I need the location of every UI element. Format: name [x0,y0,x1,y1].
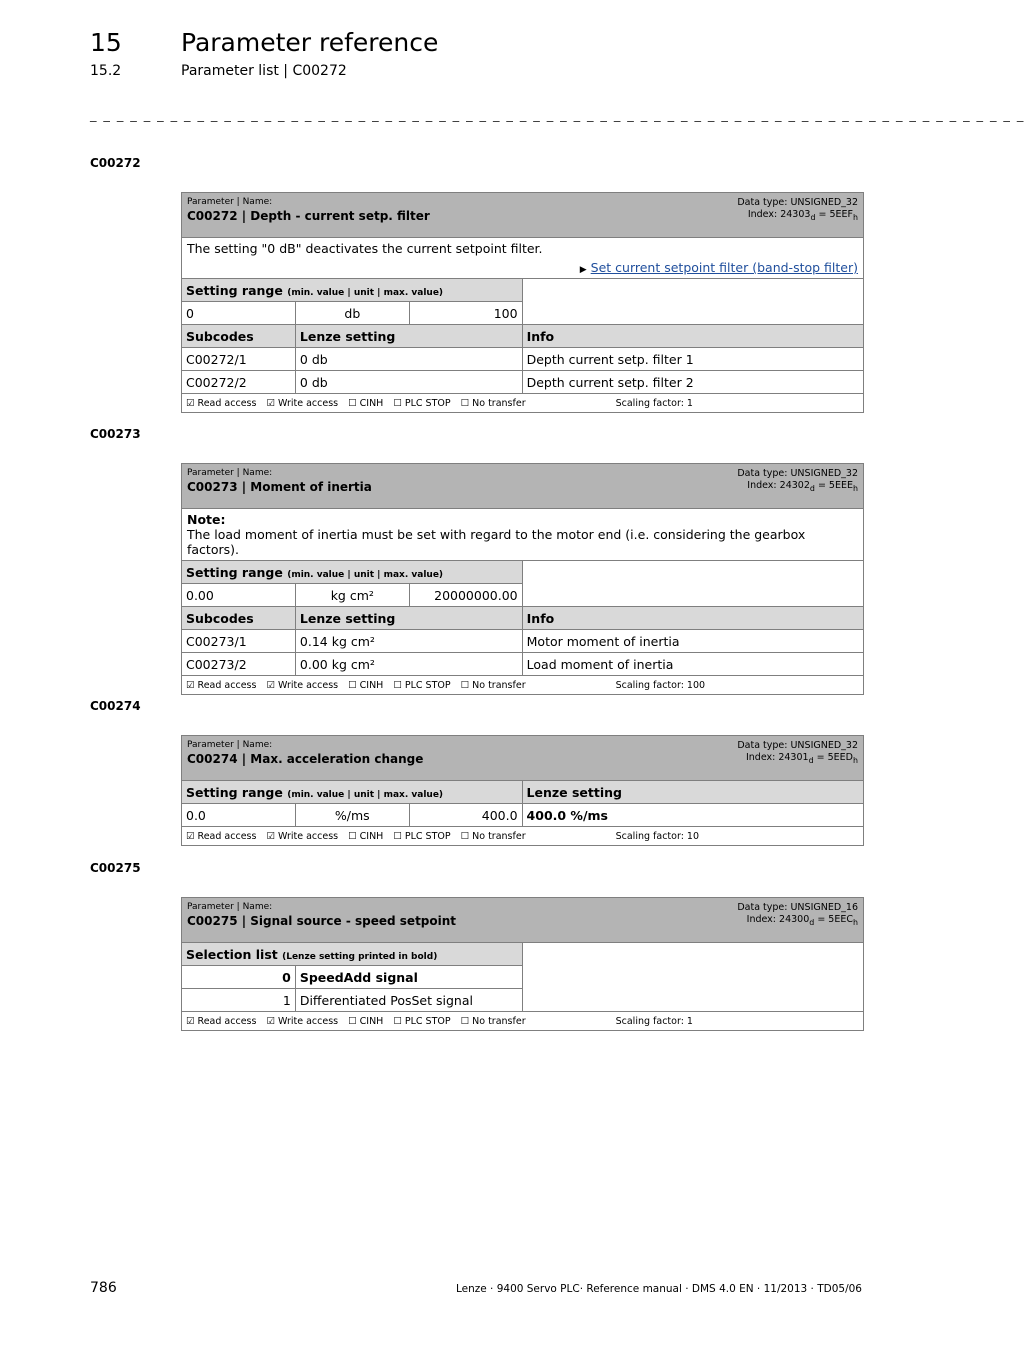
c00272-table [181,192,864,413]
scaling-factor: Scaling factor: 1 [615,1015,693,1027]
range-min: 0.0 [182,804,296,827]
c00272-meta [737,197,858,224]
range-max: 20000000.00 [409,584,522,607]
c00273-meta: Data type: UNSIGNED_32 Index: $24302_d = 5EEE_h$ [737,468,858,493]
subcode: C00273/2 [182,653,296,676]
selection-list-header: Selection list (Lenze setting printed in bold) [182,943,523,966]
setting-range-header: Setting range (min. value | unit | max. value) [182,781,523,804]
range-min: 0.00 [182,584,296,607]
c00272-heading: C00272 [90,156,141,170]
index-sub-d: d [810,212,816,222]
scaling-factor: Scaling factor: 10 [615,830,700,842]
filter-link[interactable]: Set current setpoint filter (band-stop filter) [590,260,858,275]
range-unit: %/ms [295,804,409,827]
lenze-setting-header: Lenze setting [295,607,522,630]
c00274-table [181,735,864,846]
c00275-name: C00275 | Signal source - speed setpoint [187,914,457,928]
c00272-description-cell [182,238,864,279]
option-value: 0 [182,966,296,989]
c00273-heading: C00273 [90,427,141,441]
lenze-setting: 0 db [295,348,522,371]
index-sub-h: h [852,212,858,222]
info: Motor moment of inertia [522,630,863,653]
c00275-header [182,898,864,943]
table-row [182,348,864,371]
info: Depth current setp. filter 1 [522,348,863,371]
table-row [182,371,864,394]
empty-cell [522,943,863,1012]
param-name-label: Parameter | Name: [187,197,273,207]
c00272-description: The setting "0 dB" deactivates the current setpoint filter. [187,241,543,256]
subcode: C00272/1 [182,348,296,371]
c00273-name: C00273 | Moment of inertia [187,480,372,494]
range-max: 100 [409,302,522,325]
access-flags: ☑ Read access ☑ Write access ☐ CINH ☐ PLC STOP ☐ No transfer Scaling factor: 1 [182,1012,864,1031]
lenze-setting: 0.00 kg cm² [295,653,522,676]
lenze-setting-header: Lenze setting [295,325,522,348]
c00272-header [182,193,864,238]
access-flags: ☑ Read access ☑ Write access ☐ CINH ☐ PLC STOP ☐ No transfer Scaling factor: 100 [182,676,864,695]
setting-range-header: Setting range (min. value | unit | max. value) [182,279,523,302]
section-title: Parameter list | C00272 [181,63,347,79]
c00273-header [182,464,864,509]
c00275-heading: C00275 [90,861,141,875]
table-row [182,653,864,676]
param-name-label: Parameter | Name: [187,902,273,912]
data-type: Data type: UNSIGNED_32 [737,197,858,208]
footer-text: Lenze · 9400 Servo PLC· Reference manual · DMS 4.0 EN · 11/2013 · TD05/06 [455,1283,862,1295]
access-flags: ☑ Read access ☑ Write access ☐ CINH ☐ PLC STOP ☐ No transfer Scaling factor: 10 [182,827,864,846]
param-name-label: Parameter | Name: [187,740,273,750]
empty-cell [522,279,863,325]
range-unit: kg cm² [295,584,409,607]
subcodes-header: Subcodes [182,607,296,630]
index: Index: 24303 [747,209,811,220]
option-value: 1 [182,989,296,1012]
c00272-name: C00272 | Depth - current setp. filter [187,209,430,223]
info: Load moment of inertia [522,653,863,676]
c00274-heading: C00274 [90,699,141,713]
scaling-factor: Scaling factor: 100 [615,679,706,691]
empty-cell [522,561,863,607]
lenze-setting: 0.14 kg cm² [295,630,522,653]
section-number: 15.2 [90,63,122,79]
info-header: Info [522,607,863,630]
subcode: C00272/2 [182,371,296,394]
lenze-setting-value: 400.0 %/ms [522,804,863,827]
info: Depth current setp. filter 2 [522,371,863,394]
note-label: Note: [187,512,226,527]
range-unit: db [295,302,409,325]
info-header: Info [522,325,863,348]
note-text: The load moment of inertia must be set with regard to the motor end (i.e. considering the gearbox factors). [187,527,806,557]
table-row [182,630,864,653]
index-hex: = 5EEF [815,209,853,220]
chapter-number: 15 [90,28,122,57]
access-flags: ☑ Read access ☑ Write access ☐ CINH ☐ PLC STOP ☐ No transfer Scaling factor: 1 [182,394,864,413]
page-number: 786 [90,1280,117,1296]
range-max: 400.0 [409,804,522,827]
chapter-title: Parameter reference [181,28,439,57]
arrow-right-icon: ▶ [579,265,587,275]
c00273-note-cell [182,509,864,561]
subcode: C00273/1 [182,630,296,653]
lenze-setting-header: Lenze setting [522,781,863,804]
c00273-table [181,463,864,695]
lenze-setting: 0 db [295,371,522,394]
c00275-meta: Data type: UNSIGNED_16 Index: $24300_d = 5EEC_h$ [737,902,858,927]
separator-line: _ _ _ _ _ _ _ _ _ _ _ _ _ _ _ _ _ _ _ _ _ _ _ _ _ _ _ _ _ _ _ _ _ _ _ _ _ _ _ _ _ _ _ _ _ _ _ _ _ _ _ _ _ _ _ _ _ _ _ _ _ _ _ _ _ _ _ _ _ _ [90,108,1025,123]
option-label: SpeedAdd signal [295,966,522,989]
param-name-label: Parameter | Name: [187,468,273,478]
scaling-factor: Scaling factor: 1 [615,397,693,409]
c00275-table [181,897,864,1031]
c00274-meta: Data type: UNSIGNED_32 Index: $24301_d = 5EED_h$ [737,740,858,765]
setting-range-header: Setting range (min. value | unit | max. value) [182,561,523,584]
range-min: 0 [182,302,296,325]
option-label: Differentiated PosSet signal [295,989,522,1012]
c00274-header [182,736,864,781]
subcodes-header: Subcodes [182,325,296,348]
c00274-name: C00274 | Max. acceleration change [187,752,424,766]
